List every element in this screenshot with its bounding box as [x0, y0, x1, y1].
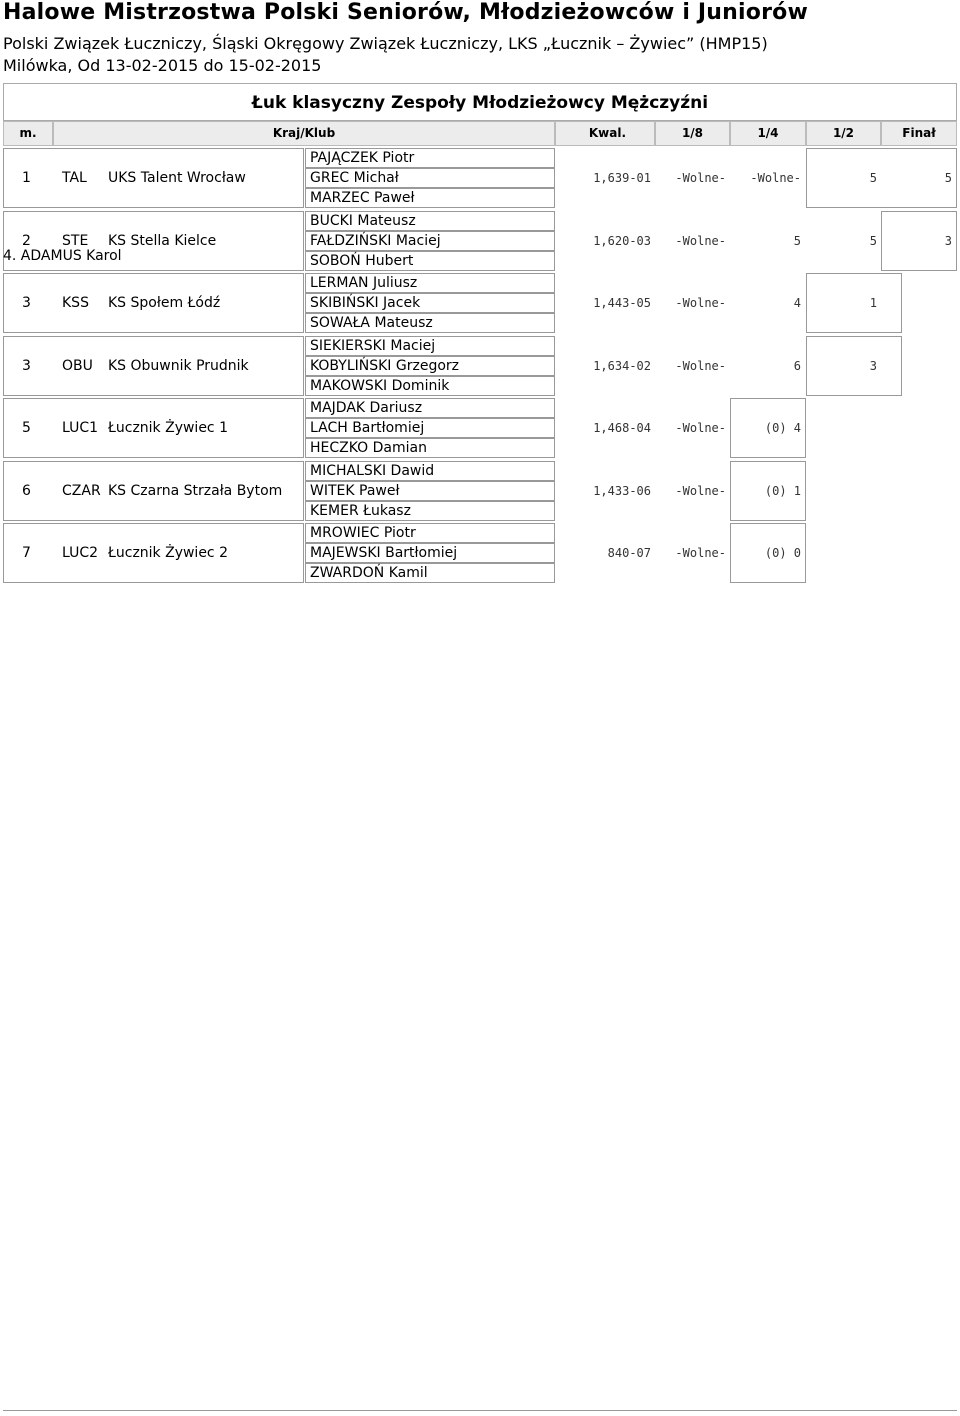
team-member: MAJDAK Dariusz [305, 398, 555, 418]
team-member: LERMAN Juliusz [305, 273, 555, 293]
result-qual: 1,639-01 [593, 171, 651, 185]
team-row [3, 398, 304, 458]
result-box [881, 211, 957, 271]
col-club: Kraj/Klub [53, 121, 555, 146]
team-row [3, 148, 304, 208]
team-place: 6 [22, 483, 31, 499]
result-r8: 4 [793, 296, 801, 310]
team-member: MARZEC Paweł [305, 188, 555, 208]
result-r8: (0) 4 [764, 421, 801, 435]
team-member: MROWIEC Piotr [305, 523, 555, 543]
result-box [806, 336, 902, 396]
team-member: LACH Bartłomiej [305, 418, 555, 438]
col-r8: 1/4 [730, 121, 806, 146]
team-row [3, 336, 304, 396]
page-title: Halowe Mistrzostwa Polski Seniorów, Młodzieżowców i Juniorów [3, 0, 808, 25]
result-box [730, 523, 806, 583]
result-qual: 1,634-02 [593, 359, 651, 373]
col-qual: Kwal. [555, 121, 655, 146]
note: 4. ADAMUS Karol [3, 248, 122, 264]
team-club: Łucznik Żywiec 1 [108, 420, 228, 436]
result-r4: 3 [869, 359, 877, 373]
footer-divider [3, 1410, 957, 1411]
team-club: KS Stella Kielce [108, 233, 217, 249]
team-place: 3 [22, 358, 31, 374]
team-row [3, 523, 304, 583]
result-box [806, 273, 902, 333]
team-member: PAJĄCZEK Piotr [305, 148, 555, 168]
result-qual: 1,620-03 [593, 234, 651, 248]
result-box [806, 148, 957, 208]
team-member: BUCKI Mateusz [305, 211, 555, 231]
col-r16: 1/8 [655, 121, 730, 146]
col-r4: 1/2 [806, 121, 881, 146]
result-r16: -Wolne- [675, 234, 726, 248]
result-r16: -Wolne- [675, 546, 726, 560]
team-row [3, 273, 304, 333]
team-place: 3 [22, 295, 31, 311]
team-member: SOWAŁA Mateusz [305, 313, 555, 333]
col-final: Finał [881, 121, 957, 146]
result-r16: -Wolne- [675, 421, 726, 435]
result-r8: 5 [793, 234, 801, 248]
result-final: 3 [944, 234, 952, 248]
team-member: SKIBIŃSKI Jacek [305, 293, 555, 313]
team-member: KEMER Łukasz [305, 501, 555, 521]
team-member: GREC Michał [305, 168, 555, 188]
result-qual: 1,443-05 [593, 296, 651, 310]
team-club: UKS Talent Wrocław [108, 170, 246, 186]
result-qual: 1,468-04 [593, 421, 651, 435]
team-member: MAJEWSKI Bartłomiej [305, 543, 555, 563]
team-member: MICHALSKI Dawid [305, 461, 555, 481]
team-place: 7 [22, 545, 31, 561]
result-r16: -Wolne- [675, 359, 726, 373]
team-member: SOBOŃ Hubert [305, 251, 555, 271]
team-code: STE [62, 233, 89, 249]
team-member: ZWARDOŃ Kamil [305, 563, 555, 583]
team-code: LUC2 [62, 545, 99, 561]
result-r8: (0) 0 [764, 546, 801, 560]
team-member: WITEK Paweł [305, 481, 555, 501]
organizers: Polski Związek Łuczniczy, Śląski Okręgowy Związek Łuczniczy, LKS „Łucznik – Żywiec” (HMP15) [3, 34, 768, 53]
result-final: 5 [944, 171, 952, 185]
result-r16: -Wolne- [675, 171, 726, 185]
result-qual: 1,433-06 [593, 484, 651, 498]
result-box [730, 398, 806, 458]
team-member: SIEKIERSKI Maciej [305, 336, 555, 356]
result-r4: 5 [869, 171, 877, 185]
team-club: KS Obuwnik Prudnik [108, 358, 249, 374]
team-place: 1 [22, 170, 31, 186]
team-club: KS Czarna Strzała Bytom [108, 483, 283, 499]
team-member: HECZKO Damian [305, 438, 555, 458]
result-r8: 6 [793, 359, 801, 373]
result-r4: 1 [869, 296, 877, 310]
result-box [730, 461, 806, 521]
result-qual: 840-07 [607, 546, 651, 560]
team-member: KOBYLIŃSKI Grzegorz [305, 356, 555, 376]
result-r4: 5 [869, 234, 877, 248]
team-row [3, 461, 304, 521]
team-code: CZAR [62, 483, 101, 499]
col-place: m. [3, 121, 53, 146]
team-place: 5 [22, 420, 31, 436]
team-code: OBU [62, 358, 93, 374]
team-code: LUC1 [62, 420, 99, 436]
team-member: MAKOWSKI Dominik [305, 376, 555, 396]
team-code: KSS [62, 295, 89, 311]
team-code: TAL [62, 170, 87, 186]
place-dates: Milówka, Od 13-02-2015 do 15-02-2015 [3, 56, 322, 75]
team-club: Łucznik Żywiec 2 [108, 545, 228, 561]
result-r8: -Wolne- [750, 171, 801, 185]
team-member: FAŁDZIŃSKI Maciej [305, 231, 555, 251]
result-r16: -Wolne- [675, 296, 726, 310]
team-club: KS Społem Łódź [108, 295, 221, 311]
category-title: Łuk klasyczny Zespoły Młodzieżowcy Mężczyźni [3, 83, 957, 121]
team-place: 2 [22, 233, 31, 249]
result-r16: -Wolne- [675, 484, 726, 498]
result-r8: (0) 1 [764, 484, 801, 498]
